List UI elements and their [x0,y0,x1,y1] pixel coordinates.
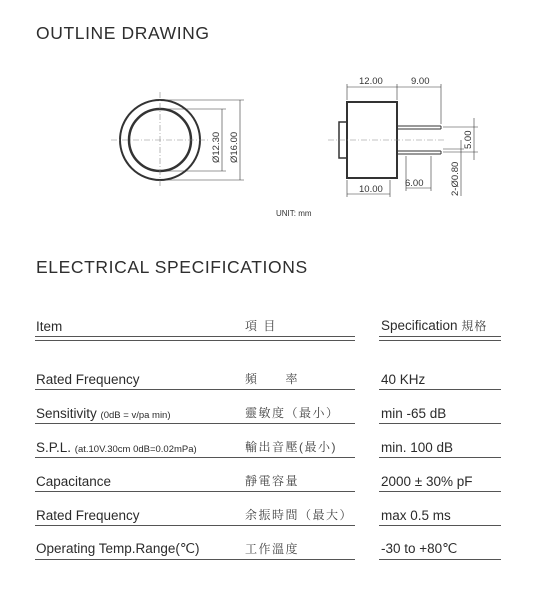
dim-base-len: 10.00 [359,184,383,195]
row-name: Rated Frequency [36,372,140,387]
dim-pin-pitch: 5.00 [463,130,474,149]
row-name: Sensitivity (0dB = v/pa min) [36,406,171,421]
table-row [0,468,533,492]
row-divider-spec [379,457,501,458]
front-view [111,92,244,188]
table-row [0,434,533,458]
table-header [0,313,533,337]
row-name-cn: 工作溫度 [245,542,300,556]
header-spec: Specification 規格 [381,318,488,333]
dim-body-len: 12.00 [359,76,383,87]
outline-drawing-title: OUTLINE DRAWING [36,23,210,43]
row-value: max 0.5 ms [381,508,451,523]
row-name-cn: 余振時間（最大） [245,508,354,522]
header-item-cn: 項 目 [245,319,277,333]
row-value: 2000 ± 30% pF [381,474,473,489]
outline-drawing [0,0,533,215]
table-row [0,400,533,424]
row-name-cn: 頻 率 [245,372,300,386]
row-name: Operating Temp.Range(℃) [36,541,200,556]
electrical-specs-title: ELECTRICAL SPECIFICATIONS [36,257,308,277]
row-value: 40 KHz [381,372,426,387]
row-divider-spec [379,423,501,424]
row-name-cn: 輸出音壓(最小) [245,440,337,454]
dim-pin-len: 9.00 [411,76,430,87]
row-name: Capacitance [36,474,112,489]
row-name-cn: 靜電容量 [245,474,300,488]
dim-d-inner: Ø12.30 [211,131,222,163]
row-divider-spec [379,525,501,526]
header-item: Item [36,319,63,334]
row-name: Rated Frequency [36,508,140,523]
row-divider [35,525,355,526]
table-row [0,502,533,526]
row-divider [35,559,355,560]
header-divider [35,336,355,341]
dim-pin-offset: 6.00 [405,178,424,189]
row-value: min -65 dB [381,406,447,421]
dim-d-outer: Ø16.00 [229,131,240,163]
row-divider [35,423,355,424]
row-divider [35,389,355,390]
row-value: -30 to +80℃ [381,541,458,556]
row-value: min. 100 dB [381,440,454,455]
dim-pin-dia: 2-Ø0.80 [450,161,461,196]
row-name-cn: 靈敏度（最小） [245,406,340,420]
header-divider-spec [379,336,501,341]
row-name: S.P.L. (at.10V.30cm 0dB=0.02mPa) [36,440,197,455]
unit-label: UNIT: mm [276,209,312,218]
table-row [0,366,533,390]
row-divider [35,457,355,458]
row-divider-spec [379,559,501,560]
row-divider [35,491,355,492]
row-divider-spec [379,491,501,492]
row-divider-spec [379,389,501,390]
table-row [0,536,533,560]
